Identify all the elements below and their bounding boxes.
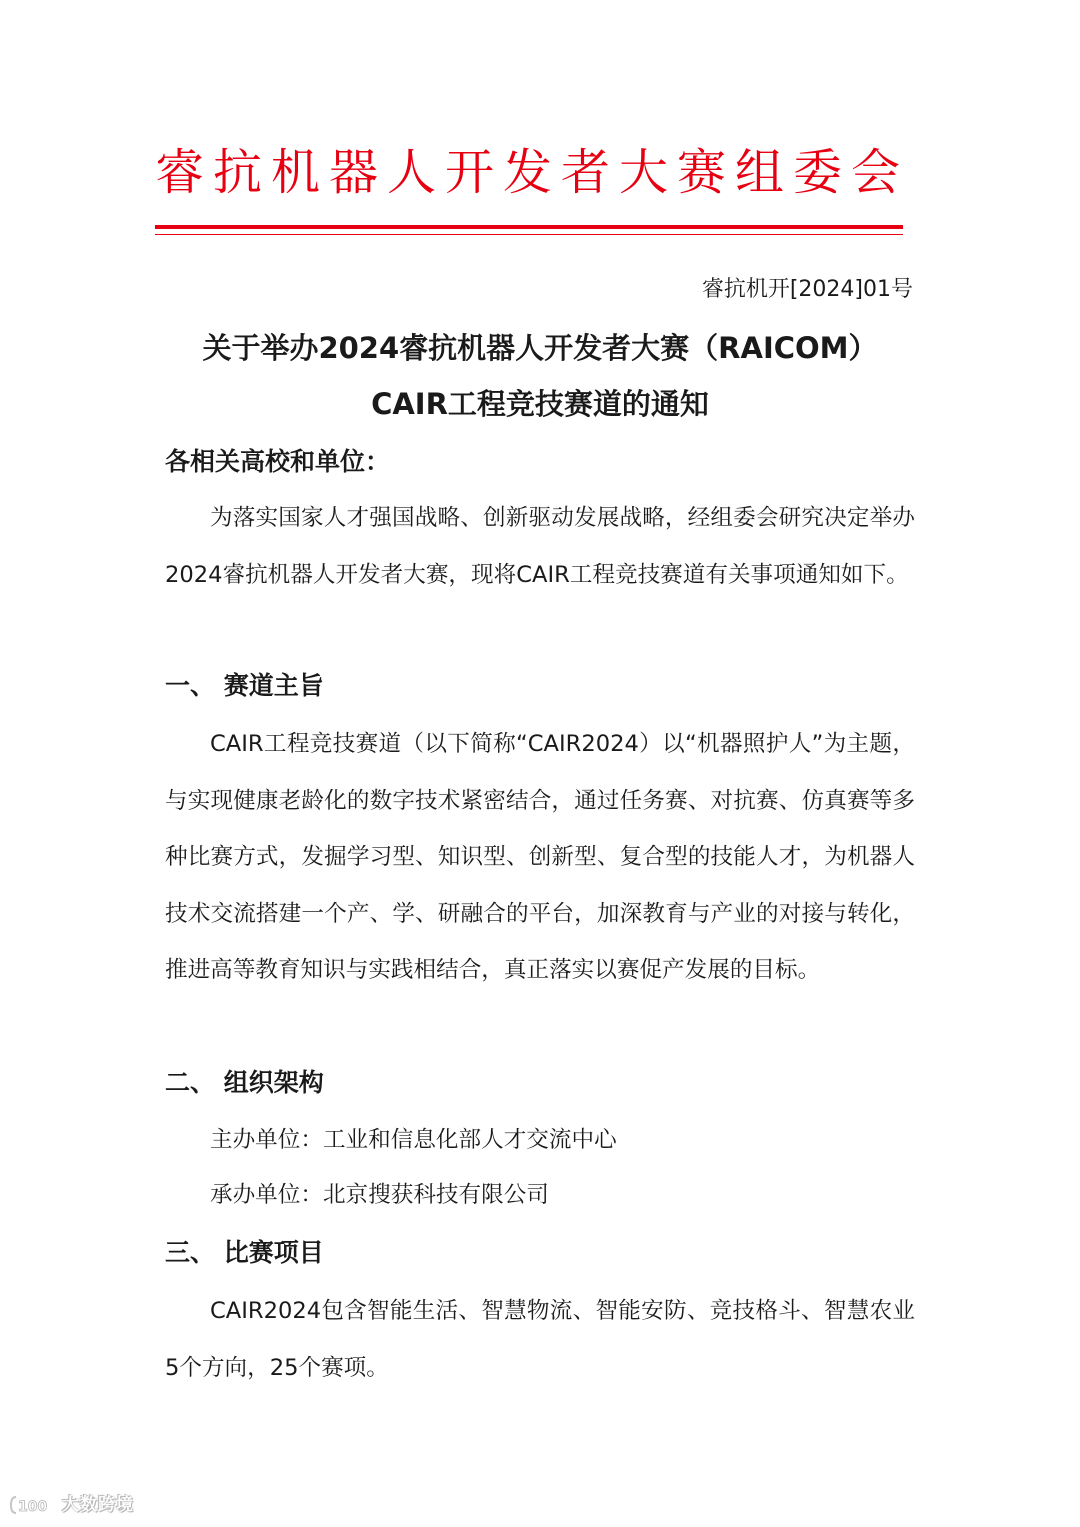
section-heading-purpose: 一、 赛道主旨 — [165, 671, 324, 700]
watermark-text: 大数跨境 — [62, 1495, 134, 1515]
salutation: 各相关高校和单位： — [165, 447, 391, 476]
watermark-logo-text: 100 — [18, 1499, 48, 1515]
section-heading-competition-items: 三、 比赛项目 — [165, 1238, 324, 1267]
watermark — [10, 1493, 134, 1517]
document-number: 睿抗机开[2024]01号 — [701, 277, 913, 302]
notice-title-line-2: CAIR工程竞技赛道的通知 — [371, 387, 709, 421]
section-body-purpose: CAIR工程竞技赛道（以下简称“CAIR2024）以“机器照护人”为主题，与实现健康老龄化的数字技术紧密结合，通过任务赛、对抗赛、仿真赛等多种比赛方式，发掘学习型、知识型、创新型、复合型的技能人才，为机器人技术交流搭建一个产、学、研融合的平台，加深教育与产业的对接与转化，推进高等教育知识与实践相结合，真正落实以赛促产发展的目标。 — [165, 731, 915, 983]
watermark-logo-icon — [10, 1493, 58, 1517]
notice-title-line-1: 关于举办2024睿抗机器人开发者大赛（RAICOM） — [202, 331, 878, 365]
header-red-rule-thick — [155, 225, 903, 229]
header-red-rule-thin — [155, 234, 903, 235]
organizer-unit-line: 承办单位：北京搜获科技有限公司 — [210, 1182, 549, 1208]
section-heading-organization: 二、 组织架构 — [165, 1068, 324, 1097]
intro-paragraph: 为落实国家人才强国战略、创新驱动发展战略，经组委会研究决定举办2024睿抗机器人开发者大赛，现将CAIR工程竞技赛道有关事项通知如下。 — [165, 505, 915, 588]
section-body-competition-items: CAIR2024包含智能生活、智慧物流、智能安防、竞技格斗、智慧农业5个方向，25个赛项。 — [165, 1298, 915, 1381]
organizing-committee-title: 睿抗机器人开发者大赛组委会 — [155, 144, 910, 201]
host-unit-line: 主办单位：工业和信息化部人才交流中心 — [210, 1127, 617, 1153]
